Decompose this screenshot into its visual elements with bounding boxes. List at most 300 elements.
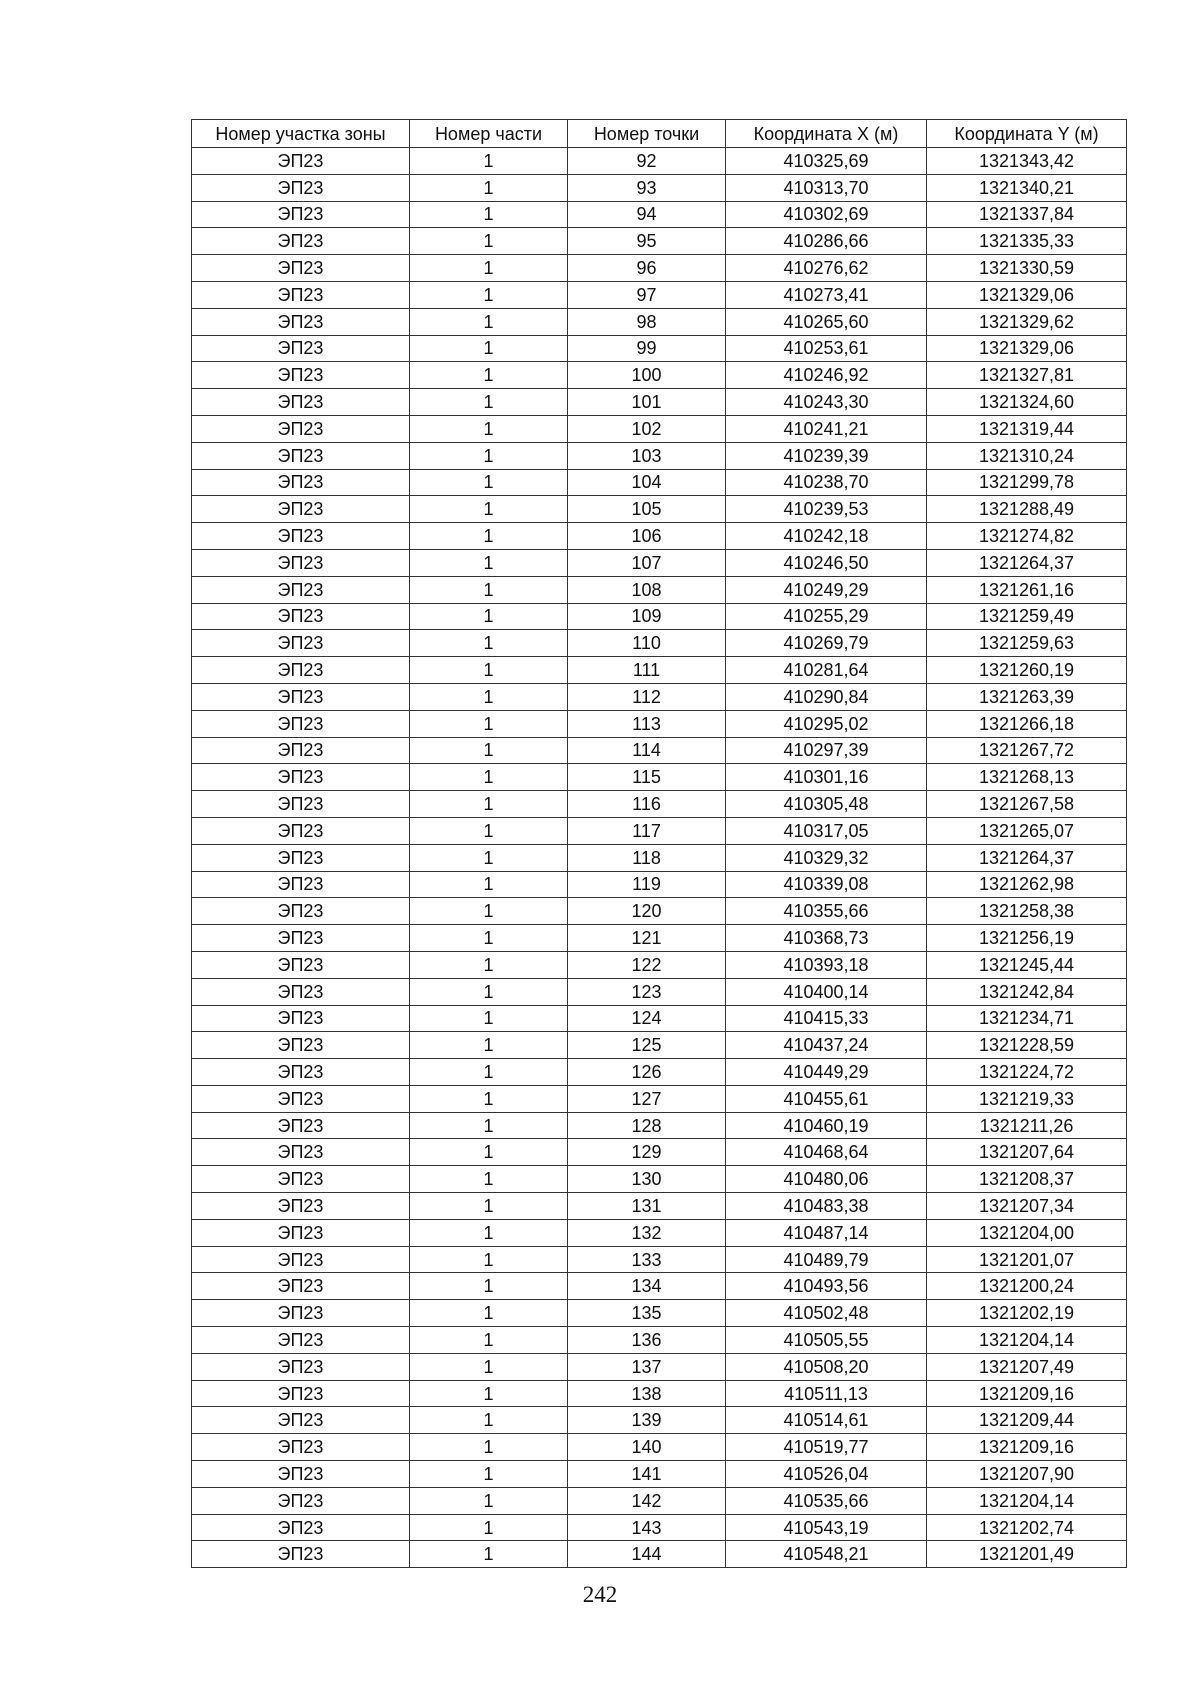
cell-zone-section: ЭП23 <box>192 1407 410 1434</box>
cell-point-number: 119 <box>568 871 726 898</box>
cell-part-number: 1 <box>410 630 568 657</box>
cell-coordinate-y: 1321299,78 <box>927 469 1127 496</box>
cell-coordinate-y: 1321258,38 <box>927 898 1127 925</box>
cell-coordinate-y: 1321207,34 <box>927 1193 1127 1220</box>
cell-coordinate-y: 1321335,33 <box>927 228 1127 255</box>
cell-part-number: 1 <box>410 549 568 576</box>
cell-coordinate-y: 1321329,06 <box>927 335 1127 362</box>
page-number: 242 <box>582 1582 618 1607</box>
cell-coordinate-y: 1321268,13 <box>927 764 1127 791</box>
cell-coordinate-x: 410239,53 <box>726 496 927 523</box>
cell-zone-section: ЭП23 <box>192 228 410 255</box>
table-row <box>192 978 1127 1005</box>
cell-point-number: 108 <box>568 576 726 603</box>
cell-point-number: 141 <box>568 1461 726 1488</box>
cell-coordinate-x: 410355,66 <box>726 898 927 925</box>
cell-part-number: 1 <box>410 925 568 952</box>
cell-point-number: 114 <box>568 737 726 764</box>
cell-point-number: 98 <box>568 308 726 335</box>
cell-coordinate-x: 410317,05 <box>726 817 927 844</box>
table-row <box>192 657 1127 684</box>
cell-coordinate-y: 1321329,06 <box>927 281 1127 308</box>
cell-point-number: 138 <box>568 1380 726 1407</box>
cell-coordinate-y: 1321209,44 <box>927 1407 1127 1434</box>
table-row <box>192 576 1127 603</box>
table-row <box>192 1407 1127 1434</box>
cell-coordinate-y: 1321259,49 <box>927 603 1127 630</box>
cell-zone-section: ЭП23 <box>192 1327 410 1354</box>
cell-zone-section: ЭП23 <box>192 389 410 416</box>
cell-zone-section: ЭП23 <box>192 871 410 898</box>
cell-zone-section: ЭП23 <box>192 415 410 442</box>
cell-coordinate-x: 410246,92 <box>726 362 927 389</box>
cell-point-number: 102 <box>568 415 726 442</box>
cell-coordinate-y: 1321202,74 <box>927 1514 1127 1541</box>
cell-point-number: 127 <box>568 1085 726 1112</box>
cell-part-number: 1 <box>410 1219 568 1246</box>
cell-coordinate-y: 1321207,64 <box>927 1139 1127 1166</box>
cell-point-number: 126 <box>568 1059 726 1086</box>
cell-coordinate-y: 1321234,71 <box>927 1005 1127 1032</box>
table-row <box>192 1219 1127 1246</box>
cell-point-number: 97 <box>568 281 726 308</box>
cell-part-number: 1 <box>410 228 568 255</box>
cell-part-number: 1 <box>410 1327 568 1354</box>
cell-coordinate-y: 1321264,37 <box>927 549 1127 576</box>
cell-coordinate-x: 410325,69 <box>726 148 927 175</box>
cell-point-number: 117 <box>568 817 726 844</box>
cell-coordinate-x: 410514,61 <box>726 1407 927 1434</box>
cell-coordinate-x: 410239,39 <box>726 442 927 469</box>
cell-zone-section: ЭП23 <box>192 1461 410 1488</box>
cell-part-number: 1 <box>410 844 568 871</box>
cell-point-number: 144 <box>568 1541 726 1568</box>
cell-coordinate-x: 410241,21 <box>726 415 927 442</box>
cell-zone-section: ЭП23 <box>192 603 410 630</box>
cell-part-number: 1 <box>410 1085 568 1112</box>
cell-part-number: 1 <box>410 978 568 1005</box>
cell-coordinate-x: 410483,38 <box>726 1193 927 1220</box>
header-row <box>192 120 1127 148</box>
cell-point-number: 137 <box>568 1353 726 1380</box>
cell-coordinate-y: 1321267,58 <box>927 791 1127 818</box>
table-row <box>192 389 1127 416</box>
cell-point-number: 121 <box>568 925 726 952</box>
cell-point-number: 125 <box>568 1032 726 1059</box>
cell-coordinate-x: 410415,33 <box>726 1005 927 1032</box>
table-row <box>192 1434 1127 1461</box>
cell-zone-section: ЭП23 <box>192 1059 410 1086</box>
cell-part-number: 1 <box>410 1193 568 1220</box>
cell-part-number: 1 <box>410 148 568 175</box>
cell-coordinate-x: 410502,48 <box>726 1300 927 1327</box>
cell-zone-section: ЭП23 <box>192 1353 410 1380</box>
table-row <box>192 1327 1127 1354</box>
cell-zone-section: ЭП23 <box>192 1193 410 1220</box>
cell-point-number: 100 <box>568 362 726 389</box>
cell-coordinate-y: 1321263,39 <box>927 683 1127 710</box>
table-row <box>192 228 1127 255</box>
cell-zone-section: ЭП23 <box>192 523 410 550</box>
table-row <box>192 201 1127 228</box>
cell-coordinate-x: 410368,73 <box>726 925 927 952</box>
cell-coordinate-y: 1321219,33 <box>927 1085 1127 1112</box>
table-row <box>192 871 1127 898</box>
table-row <box>192 710 1127 737</box>
cell-part-number: 1 <box>410 1487 568 1514</box>
cell-point-number: 101 <box>568 389 726 416</box>
cell-point-number: 106 <box>568 523 726 550</box>
cell-point-number: 139 <box>568 1407 726 1434</box>
table-row <box>192 442 1127 469</box>
cell-coordinate-x: 410339,08 <box>726 871 927 898</box>
table-body <box>192 148 1127 1568</box>
table-row <box>192 1059 1127 1086</box>
cell-point-number: 136 <box>568 1327 726 1354</box>
cell-zone-section: ЭП23 <box>192 255 410 282</box>
cell-point-number: 130 <box>568 1166 726 1193</box>
cell-coordinate-x: 410535,66 <box>726 1487 927 1514</box>
cell-point-number: 92 <box>568 148 726 175</box>
cell-coordinate-y: 1321337,84 <box>927 201 1127 228</box>
table-row <box>192 523 1127 550</box>
cell-zone-section: ЭП23 <box>192 1487 410 1514</box>
table-row <box>192 1273 1127 1300</box>
cell-point-number: 132 <box>568 1219 726 1246</box>
cell-zone-section: ЭП23 <box>192 1032 410 1059</box>
cell-coordinate-x: 410519,77 <box>726 1434 927 1461</box>
cell-part-number: 1 <box>410 1300 568 1327</box>
cell-point-number: 134 <box>568 1273 726 1300</box>
cell-coordinate-x: 410480,06 <box>726 1166 927 1193</box>
cell-coordinate-y: 1321200,24 <box>927 1273 1127 1300</box>
cell-part-number: 1 <box>410 1166 568 1193</box>
cell-part-number: 1 <box>410 1380 568 1407</box>
table-row <box>192 1166 1127 1193</box>
cell-coordinate-x: 410297,39 <box>726 737 927 764</box>
table-row <box>192 1300 1127 1327</box>
cell-coordinate-x: 410526,04 <box>726 1461 927 1488</box>
cell-point-number: 143 <box>568 1514 726 1541</box>
table-row <box>192 496 1127 523</box>
cell-coordinate-x: 410511,13 <box>726 1380 927 1407</box>
cell-zone-section: ЭП23 <box>192 630 410 657</box>
cell-coordinate-y: 1321204,14 <box>927 1487 1127 1514</box>
cell-coordinate-y: 1321330,59 <box>927 255 1127 282</box>
cell-point-number: 118 <box>568 844 726 871</box>
cell-part-number: 1 <box>410 737 568 764</box>
cell-point-number: 124 <box>568 1005 726 1032</box>
table-row <box>192 844 1127 871</box>
cell-zone-section: ЭП23 <box>192 683 410 710</box>
header-coordinate-y: Координата Y (м) <box>927 120 1127 148</box>
cell-coordinate-y: 1321259,63 <box>927 630 1127 657</box>
cell-part-number: 1 <box>410 1112 568 1139</box>
cell-point-number: 115 <box>568 764 726 791</box>
cell-zone-section: ЭП23 <box>192 657 410 684</box>
table-row <box>192 1487 1127 1514</box>
cell-zone-section: ЭП23 <box>192 362 410 389</box>
cell-part-number: 1 <box>410 1353 568 1380</box>
cell-point-number: 140 <box>568 1434 726 1461</box>
cell-part-number: 1 <box>410 201 568 228</box>
cell-part-number: 1 <box>410 1514 568 1541</box>
cell-point-number: 99 <box>568 335 726 362</box>
cell-zone-section: ЭП23 <box>192 1112 410 1139</box>
cell-zone-section: ЭП23 <box>192 737 410 764</box>
cell-part-number: 1 <box>410 174 568 201</box>
cell-part-number: 1 <box>410 1005 568 1032</box>
table-row <box>192 1246 1127 1273</box>
cell-part-number: 1 <box>410 951 568 978</box>
cell-coordinate-x: 410329,32 <box>726 844 927 871</box>
cell-part-number: 1 <box>410 1461 568 1488</box>
cell-coordinate-x: 410505,55 <box>726 1327 927 1354</box>
cell-coordinate-y: 1321211,26 <box>927 1112 1127 1139</box>
cell-part-number: 1 <box>410 335 568 362</box>
cell-point-number: 123 <box>568 978 726 1005</box>
cell-part-number: 1 <box>410 308 568 335</box>
cell-zone-section: ЭП23 <box>192 1380 410 1407</box>
cell-coordinate-x: 410400,14 <box>726 978 927 1005</box>
cell-zone-section: ЭП23 <box>192 576 410 603</box>
table-row <box>192 1353 1127 1380</box>
cell-zone-section: ЭП23 <box>192 817 410 844</box>
cell-zone-section: ЭП23 <box>192 174 410 201</box>
cell-part-number: 1 <box>410 576 568 603</box>
cell-part-number: 1 <box>410 1541 568 1568</box>
cell-coordinate-x: 410242,18 <box>726 523 927 550</box>
cell-point-number: 109 <box>568 603 726 630</box>
cell-coordinate-x: 410249,29 <box>726 576 927 603</box>
cell-coordinate-x: 410253,61 <box>726 335 927 362</box>
cell-coordinate-y: 1321310,24 <box>927 442 1127 469</box>
cell-part-number: 1 <box>410 791 568 818</box>
table-row <box>192 1085 1127 1112</box>
cell-zone-section: ЭП23 <box>192 1514 410 1541</box>
header-part-number: Номер части <box>410 120 568 148</box>
cell-coordinate-y: 1321288,49 <box>927 496 1127 523</box>
table-row <box>192 549 1127 576</box>
cell-zone-section: ЭП23 <box>192 898 410 925</box>
cell-point-number: 135 <box>568 1300 726 1327</box>
cell-zone-section: ЭП23 <box>192 496 410 523</box>
cell-part-number: 1 <box>410 1139 568 1166</box>
cell-coordinate-y: 1321224,72 <box>927 1059 1127 1086</box>
cell-coordinate-x: 410487,14 <box>726 1219 927 1246</box>
cell-point-number: 128 <box>568 1112 726 1139</box>
cell-coordinate-x: 410265,60 <box>726 308 927 335</box>
cell-zone-section: ЭП23 <box>192 844 410 871</box>
cell-point-number: 110 <box>568 630 726 657</box>
cell-coordinate-x: 410449,29 <box>726 1059 927 1086</box>
table-row <box>192 603 1127 630</box>
cell-zone-section: ЭП23 <box>192 1005 410 1032</box>
cell-zone-section: ЭП23 <box>192 1273 410 1300</box>
cell-point-number: 93 <box>568 174 726 201</box>
cell-coordinate-x: 410281,64 <box>726 657 927 684</box>
cell-coordinate-y: 1321201,07 <box>927 1246 1127 1273</box>
cell-coordinate-x: 410313,70 <box>726 174 927 201</box>
cell-coordinate-x: 410301,16 <box>726 764 927 791</box>
cell-coordinate-y: 1321343,42 <box>927 148 1127 175</box>
cell-zone-section: ЭП23 <box>192 1219 410 1246</box>
cell-coordinate-x: 410276,62 <box>726 255 927 282</box>
cell-coordinate-x: 410543,19 <box>726 1514 927 1541</box>
header-point-number: Номер точки <box>568 120 726 148</box>
table-row <box>192 1380 1127 1407</box>
cell-part-number: 1 <box>410 871 568 898</box>
table-row <box>192 1193 1127 1220</box>
cell-coordinate-x: 410393,18 <box>726 951 927 978</box>
cell-part-number: 1 <box>410 442 568 469</box>
table-row <box>192 469 1127 496</box>
table-row <box>192 817 1127 844</box>
cell-part-number: 1 <box>410 255 568 282</box>
cell-coordinate-x: 410493,56 <box>726 1273 927 1300</box>
cell-coordinate-y: 1321262,98 <box>927 871 1127 898</box>
cell-point-number: 95 <box>568 228 726 255</box>
cell-point-number: 111 <box>568 657 726 684</box>
cell-coordinate-x: 410286,66 <box>726 228 927 255</box>
cell-zone-section: ЭП23 <box>192 201 410 228</box>
cell-coordinate-x: 410508,20 <box>726 1353 927 1380</box>
cell-coordinate-y: 1321340,21 <box>927 174 1127 201</box>
table-row <box>192 415 1127 442</box>
table-row <box>192 1461 1127 1488</box>
cell-zone-section: ЭП23 <box>192 308 410 335</box>
cell-point-number: 133 <box>568 1246 726 1273</box>
cell-zone-section: ЭП23 <box>192 710 410 737</box>
cell-point-number: 112 <box>568 683 726 710</box>
cell-coordinate-y: 1321242,84 <box>927 978 1127 1005</box>
cell-point-number: 131 <box>568 1193 726 1220</box>
cell-coordinate-y: 1321207,49 <box>927 1353 1127 1380</box>
cell-part-number: 1 <box>410 764 568 791</box>
cell-zone-section: ЭП23 <box>192 951 410 978</box>
table-row <box>192 764 1127 791</box>
table-row <box>192 1139 1127 1166</box>
table-row <box>192 1005 1127 1032</box>
cell-coordinate-y: 1321208,37 <box>927 1166 1127 1193</box>
cell-coordinate-x: 410302,69 <box>726 201 927 228</box>
cell-point-number: 129 <box>568 1139 726 1166</box>
cell-part-number: 1 <box>410 469 568 496</box>
cell-coordinate-y: 1321319,44 <box>927 415 1127 442</box>
table-row <box>192 898 1127 925</box>
table-row <box>192 362 1127 389</box>
cell-coordinate-y: 1321329,62 <box>927 308 1127 335</box>
cell-part-number: 1 <box>410 1273 568 1300</box>
table-row <box>192 174 1127 201</box>
table-row <box>192 255 1127 282</box>
table-row <box>192 1514 1127 1541</box>
cell-part-number: 1 <box>410 1407 568 1434</box>
cell-zone-section: ЭП23 <box>192 1434 410 1461</box>
cell-zone-section: ЭП23 <box>192 978 410 1005</box>
cell-coordinate-x: 410437,24 <box>726 1032 927 1059</box>
cell-point-number: 103 <box>568 442 726 469</box>
cell-coordinate-x: 410305,48 <box>726 791 927 818</box>
cell-coordinate-x: 410255,29 <box>726 603 927 630</box>
cell-coordinate-x: 410243,30 <box>726 389 927 416</box>
table-row <box>192 791 1127 818</box>
cell-part-number: 1 <box>410 683 568 710</box>
cell-coordinate-x: 410468,64 <box>726 1139 927 1166</box>
cell-part-number: 1 <box>410 603 568 630</box>
cell-part-number: 1 <box>410 710 568 737</box>
cell-coordinate-y: 1321261,16 <box>927 576 1127 603</box>
cell-zone-section: ЭП23 <box>192 1541 410 1568</box>
cell-coordinate-y: 1321209,16 <box>927 1434 1127 1461</box>
cell-coordinate-y: 1321245,44 <box>927 951 1127 978</box>
cell-zone-section: ЭП23 <box>192 335 410 362</box>
cell-zone-section: ЭП23 <box>192 549 410 576</box>
cell-coordinate-y: 1321264,37 <box>927 844 1127 871</box>
cell-coordinate-x: 410455,61 <box>726 1085 927 1112</box>
cell-zone-section: ЭП23 <box>192 1166 410 1193</box>
cell-zone-section: ЭП23 <box>192 791 410 818</box>
cell-coordinate-x: 410295,02 <box>726 710 927 737</box>
cell-zone-section: ЭП23 <box>192 442 410 469</box>
cell-point-number: 116 <box>568 791 726 818</box>
cell-point-number: 113 <box>568 710 726 737</box>
table-row <box>192 335 1127 362</box>
cell-zone-section: ЭП23 <box>192 469 410 496</box>
cell-part-number: 1 <box>410 898 568 925</box>
table-row <box>192 737 1127 764</box>
cell-point-number: 96 <box>568 255 726 282</box>
cell-part-number: 1 <box>410 657 568 684</box>
cell-zone-section: ЭП23 <box>192 764 410 791</box>
cell-point-number: 105 <box>568 496 726 523</box>
cell-zone-section: ЭП23 <box>192 1300 410 1327</box>
cell-point-number: 104 <box>568 469 726 496</box>
cell-zone-section: ЭП23 <box>192 925 410 952</box>
cell-part-number: 1 <box>410 496 568 523</box>
header-zone-section: Номер участка зоны <box>192 120 410 148</box>
cell-point-number: 122 <box>568 951 726 978</box>
coordinates-table <box>191 119 1127 1568</box>
cell-part-number: 1 <box>410 523 568 550</box>
cell-coordinate-y: 1321202,19 <box>927 1300 1127 1327</box>
cell-zone-section: ЭП23 <box>192 1246 410 1273</box>
cell-coordinate-y: 1321324,60 <box>927 389 1127 416</box>
cell-coordinate-y: 1321228,59 <box>927 1032 1127 1059</box>
cell-coordinate-y: 1321266,18 <box>927 710 1127 737</box>
cell-coordinate-x: 410238,70 <box>726 469 927 496</box>
cell-zone-section: ЭП23 <box>192 1085 410 1112</box>
cell-coordinate-x: 410246,50 <box>726 549 927 576</box>
table-row <box>192 683 1127 710</box>
cell-coordinate-y: 1321265,07 <box>927 817 1127 844</box>
cell-coordinate-x: 410489,79 <box>726 1246 927 1273</box>
cell-point-number: 94 <box>568 201 726 228</box>
cell-coordinate-y: 1321267,72 <box>927 737 1127 764</box>
cell-part-number: 1 <box>410 1032 568 1059</box>
table-row <box>192 308 1127 335</box>
table-row <box>192 148 1127 175</box>
cell-point-number: 120 <box>568 898 726 925</box>
cell-zone-section: ЭП23 <box>192 1139 410 1166</box>
cell-coordinate-y: 1321256,19 <box>927 925 1127 952</box>
cell-coordinate-x: 410548,21 <box>726 1541 927 1568</box>
cell-coordinate-y: 1321207,90 <box>927 1461 1127 1488</box>
table-row <box>192 1541 1127 1568</box>
table-row <box>192 951 1127 978</box>
header-coordinate-x: Координата X (м) <box>726 120 927 148</box>
cell-coordinate-y: 1321201,49 <box>927 1541 1127 1568</box>
